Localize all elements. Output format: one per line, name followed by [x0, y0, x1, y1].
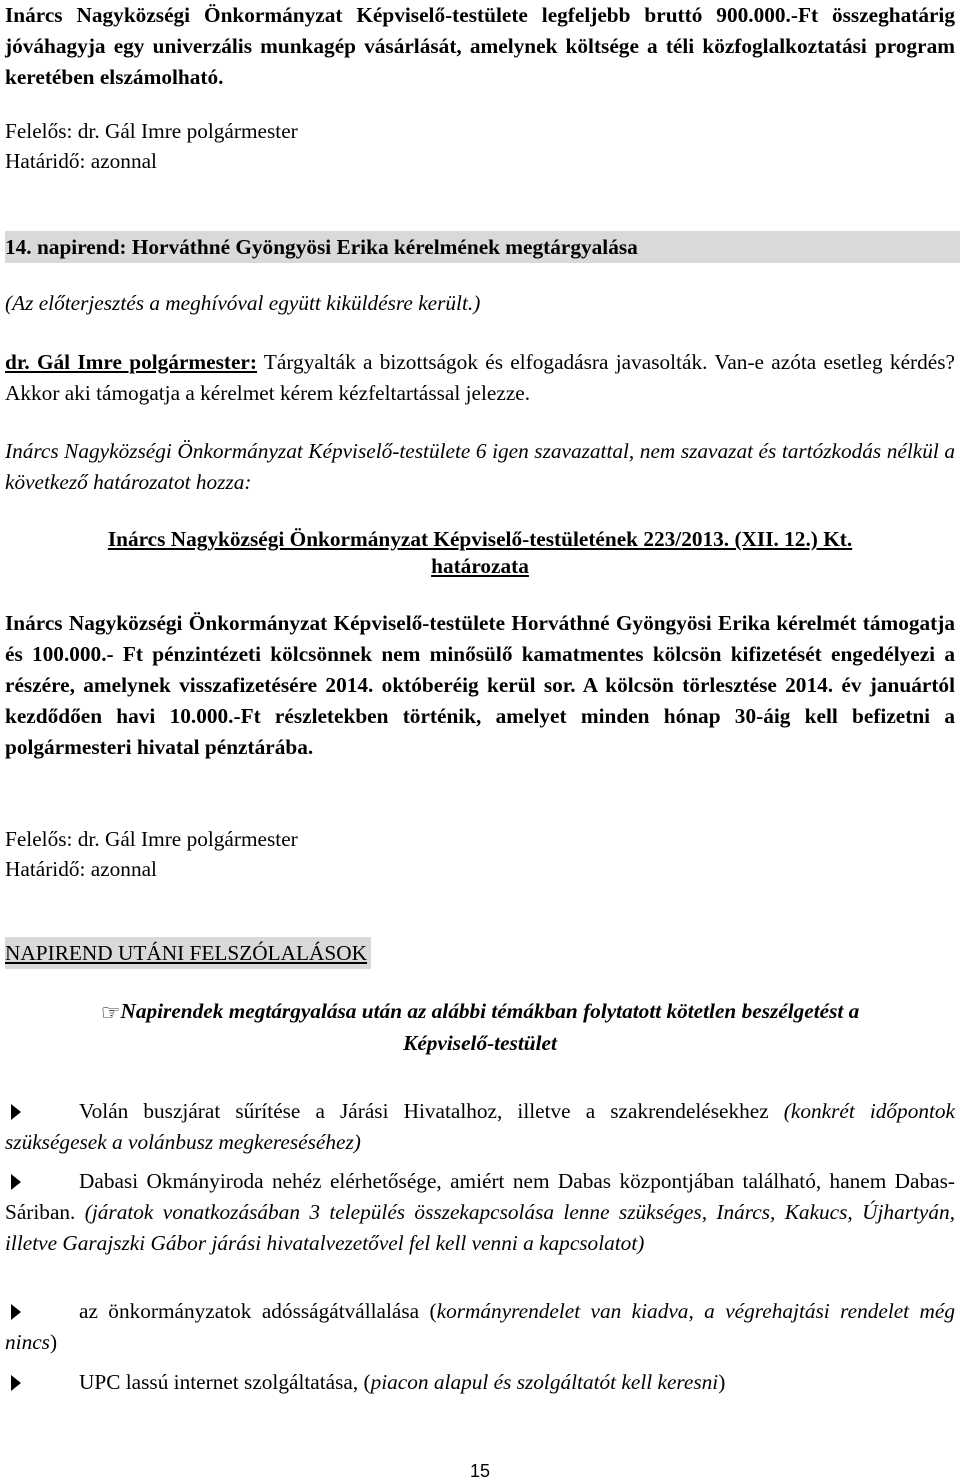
bullet-triangle-icon — [11, 1104, 21, 1120]
item-text: UPC lassú internet szolgáltatása, ( — [79, 1370, 371, 1394]
resolution-text: Inárcs Nagyközségi Önkormányzat Képviselő-testülete Horváthné Gyöngyösi Erika kérelmét támogatja és 100.000.- Ft pénzintézeti kölcsönnek nem minősülő kamatmentes kölcsön kifizetését engedélyezi a részére, amelynek visszafizetésére 2014. októberéig kerül sor. A kölcsön törlesztése 2014. év januártól kezdődően havi 10.000.-Ft részletekben történik, amelyet minden hónap 30-áig kell befizetni a polgármesteri hivatal pénztárába. — [5, 611, 955, 759]
intro-deadline: Határidő: azonnal — [5, 149, 157, 173]
bullet-triangle-icon — [11, 1174, 21, 1190]
item-text: Volán buszjárat sűrítése a Járási Hivatalhoz, illetve a szakrendelésekhez — [79, 1099, 784, 1123]
item-italic-text: (járatok vonatkozásában 3 település összekapcsolása lenne szükséges, Inárcs, Kakucs, Újhartyán, illetve Garajszki Gábor járási hivatalvezetővel fel kell venni a kapcsolatot) — [5, 1200, 955, 1255]
discussion-item — [5, 1166, 955, 1259]
after-agenda-intro — [5, 996, 955, 1059]
agenda-14-responsible: Felelős: dr. Gál Imre polgármester — [5, 827, 298, 851]
resolution-subtitle: határozata — [431, 554, 529, 578]
after-agenda-intro-line2: Képviselő-testület — [403, 1031, 557, 1055]
item-tail: ) — [718, 1370, 726, 1394]
bullet-triangle-icon — [11, 1304, 21, 1320]
after-agenda-heading: NAPIREND UTÁNI FELSZÓLALÁSOK — [5, 937, 371, 969]
vote-statement: Inárcs Nagyközségi Önkormányzat Képviselő-testülete 6 igen szavazattal, nem szavazat és tartózkodás nélkül a következő határozatot hozza: — [5, 439, 955, 494]
item-italic-text: (konkrét időpontok szükségesek a volánbusz megkereséséhez) — [5, 1099, 956, 1154]
speech-text: Tárgyalták a bizottságok és elfogadásra javasolták. Van-e azóta esetleg kérdés? Akkor aki támogatja a kérelmet kérem kézfeltartással jelezze. — [5, 350, 955, 405]
agenda-14-heading: 14. napirend: Horváthné Gyöngyösi Erika kérelmének megtárgyalása — [5, 231, 960, 263]
after-agenda-intro-line1: Napirendek megtárgyalása után az alábbi témákban folytatott kötetlen beszélgetést a — [120, 999, 860, 1023]
discussion-item — [5, 1296, 955, 1358]
item-text: Dabasi Okmányiroda nehéz elérhetősége, amiért nem Dabas központjában található, hanem Dabas-Sáriban. — [5, 1169, 955, 1224]
agenda-14-deadline: Határidő: azonnal — [5, 857, 157, 881]
item-tail: ) — [49, 1330, 58, 1354]
item-italic-text: kormányrendelet van kiadva, a végrehajtási rendelet még nincs — [5, 1299, 955, 1354]
intro-resolution-text: Inárcs Nagyközségi Önkormányzat Képviselő-testülete legfeljebb bruttó 900.000.-Ft összeghatárig jóváhagyja egy univerzális munkagép vásárlását, amelynek költsége a téli közfoglalkoztatási program keretében elszámolható. — [5, 3, 955, 89]
agenda-14-speech-paragraph — [5, 347, 955, 409]
item-italic-text: piacon alapul és szolgáltatót kell keresni — [370, 1370, 719, 1394]
page-number: 15 — [469, 1461, 491, 1481]
bullet-triangle-icon — [11, 1375, 21, 1391]
discussion-item — [5, 1367, 955, 1398]
discussion-item — [5, 1096, 955, 1158]
speaker-name: dr. Gál Imre polgármester: — [5, 350, 257, 374]
item-text: az önkormányzatok adósságátvállalása ( — [79, 1299, 437, 1323]
intro-responsible: Felelős: dr. Gál Imre polgármester — [5, 119, 298, 143]
agenda-14-note: (Az előterjesztés a meghívóval együtt kiküldésre került.) — [5, 291, 481, 315]
resolution-title: Inárcs Nagyközségi Önkormányzat Képviselő-testületének 223/2013. (XII. 12.) Kt. — [107, 527, 853, 551]
pointing-hand-icon: ☞ — [100, 1000, 121, 1025]
